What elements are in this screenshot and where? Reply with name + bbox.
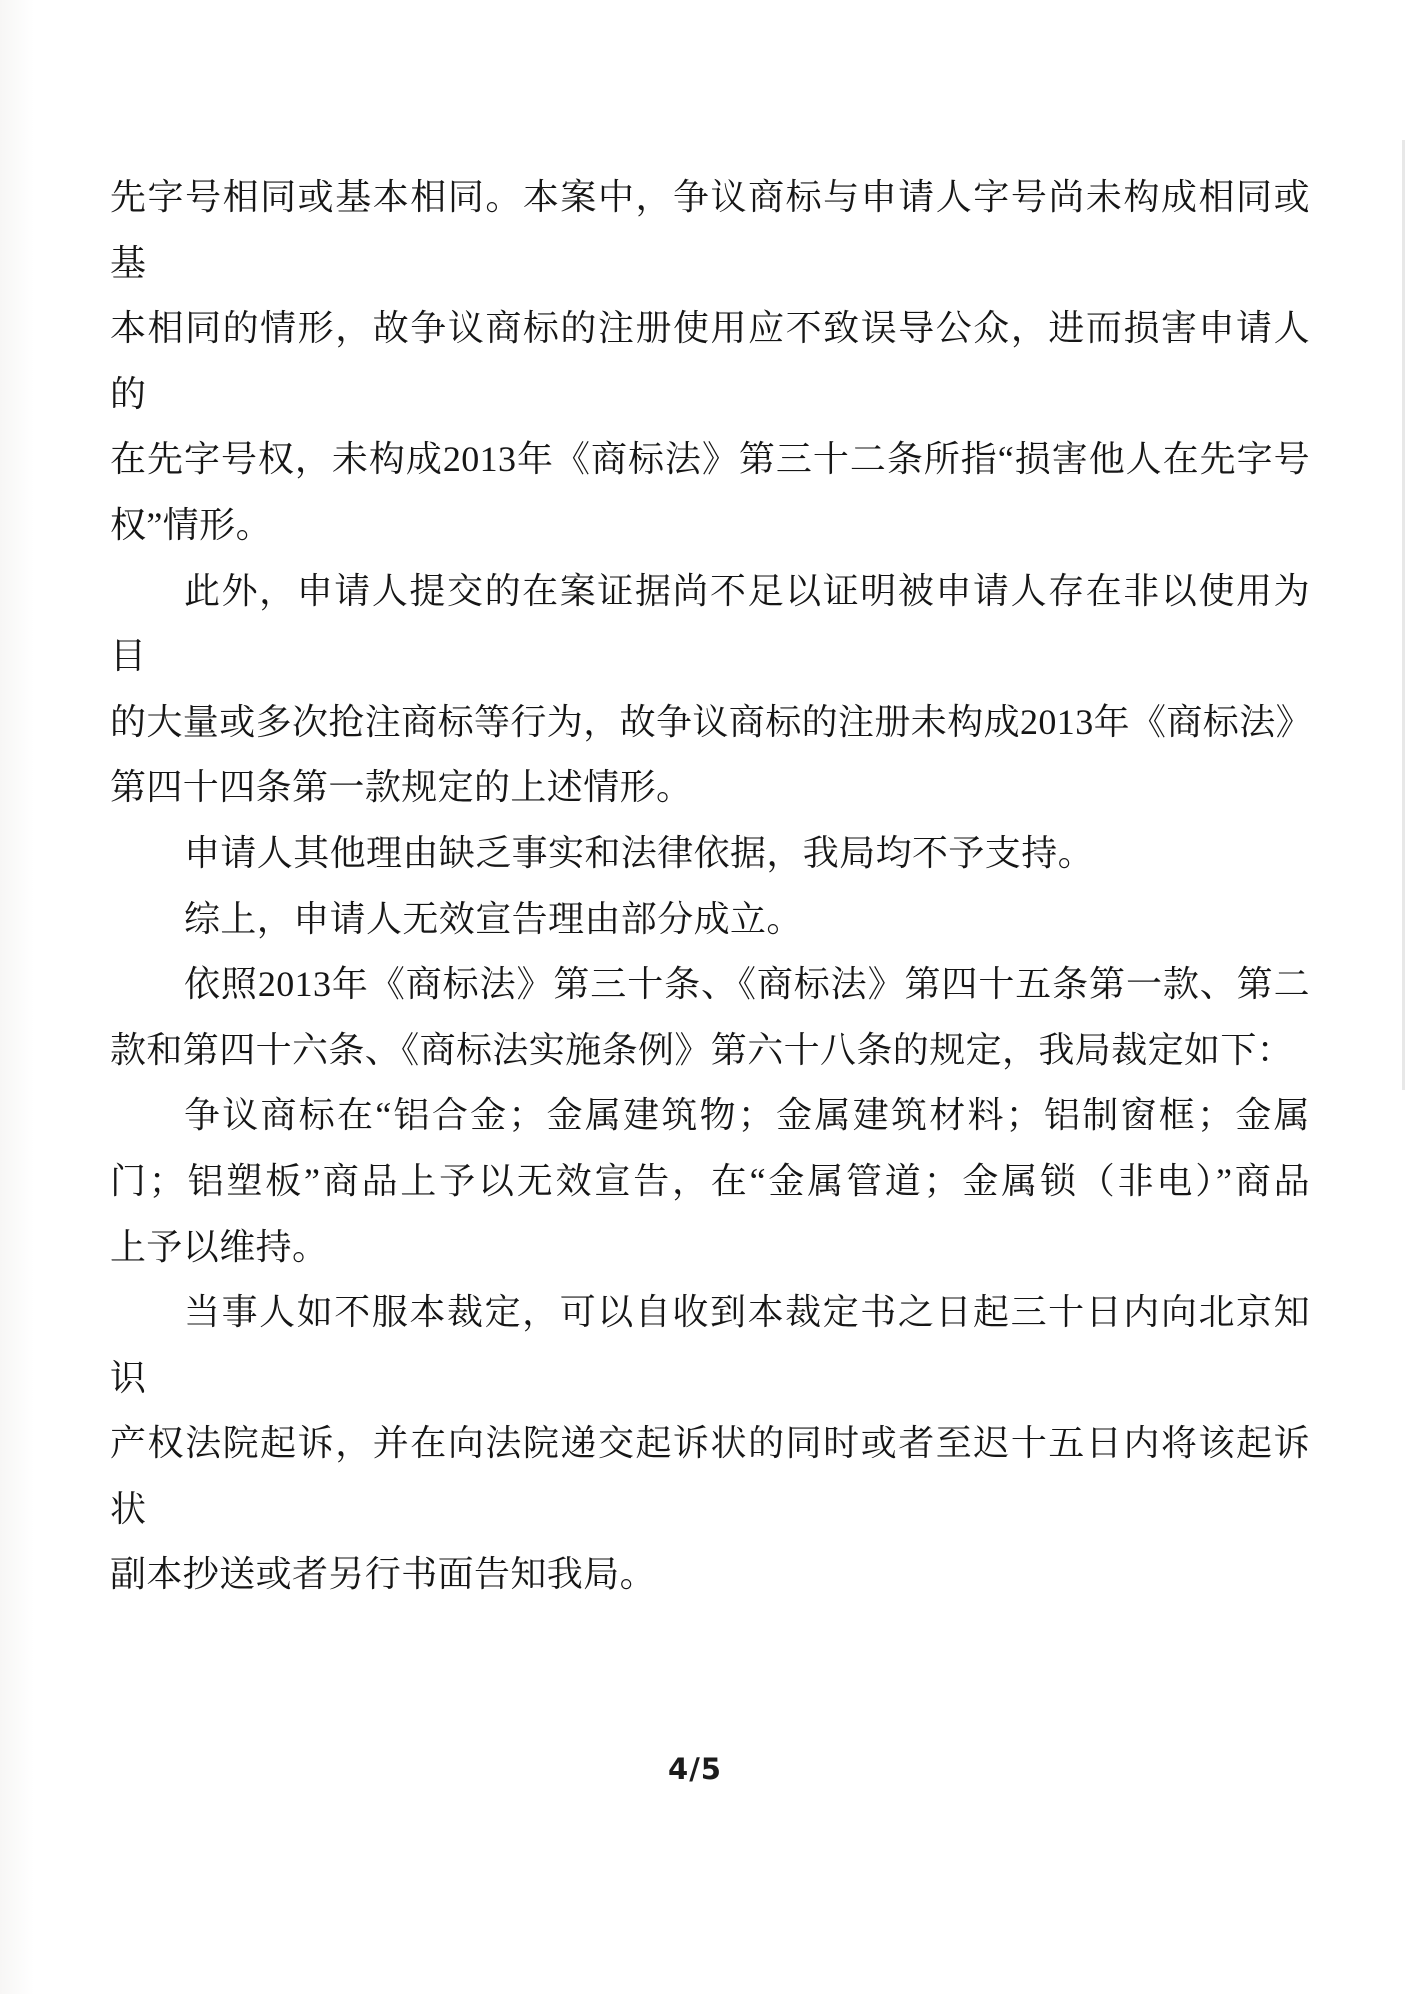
- text-line: 此外，申请人提交的在案证据尚不足以证明被申请人存在非以使用为目: [110, 570, 1310, 677]
- text-line: 先字号相同或基本相同。本案中，争议商标与申请人字号尚未构成相同或基: [110, 177, 1310, 283]
- text-line: 权”情形。: [110, 504, 272, 545]
- text-line: 争议商标在“铝合金；金属建筑物；金属建筑材料；铝制窗框；金属: [184, 1095, 1310, 1136]
- text-line: 款和第四十六条、《商标法实施条例》第六十八条的规定，我局裁定如下：: [110, 1029, 1294, 1070]
- text-line: 综上，申请人无效宣告理由部分成立。: [184, 898, 803, 939]
- text-line: 本相同的情形，故争议商标的注册使用应不致误导公众，进而损害申请人的: [110, 308, 1310, 414]
- document-body: [110, 165, 1313, 1608]
- text-line: 产权法院起诉，并在向法院递交起诉状的同时或者至迟十五日内将该起诉状: [110, 1423, 1310, 1529]
- text-line: 依照2013年《商标法》第三十条、《商标法》第四十五条第一款、第二: [184, 964, 1310, 1005]
- page-number: 4/5: [668, 1752, 722, 1786]
- scan-artifact-line: [1402, 140, 1405, 1090]
- scan-shade-left: [0, 0, 34, 1994]
- text-line: 的大量或多次抢注商标等行为，故争议商标的注册未构成2013年《商标法》: [110, 701, 1313, 742]
- text-line: 门；铝塑板”商品上予以无效宣告，在“金属管道；金属锁（非电）”商品: [110, 1160, 1310, 1201]
- text-line: 在先字号权，未构成2013年《商标法》第三十二条所指“损害他人在先字号: [110, 439, 1310, 480]
- text-line: 副本抄送或者另行书面告知我局。: [110, 1554, 657, 1595]
- text-line: 第四十四条第一款规定的上述情形。: [110, 767, 693, 808]
- text-line: 上予以维持。: [110, 1226, 329, 1267]
- text-line: 申请人其他理由缺乏事实和法律依据，我局均不予支持。: [184, 832, 1095, 873]
- text-line: 当事人如不服本裁定，可以自收到本裁定书之日起三十日内向北京知识: [110, 1292, 1310, 1398]
